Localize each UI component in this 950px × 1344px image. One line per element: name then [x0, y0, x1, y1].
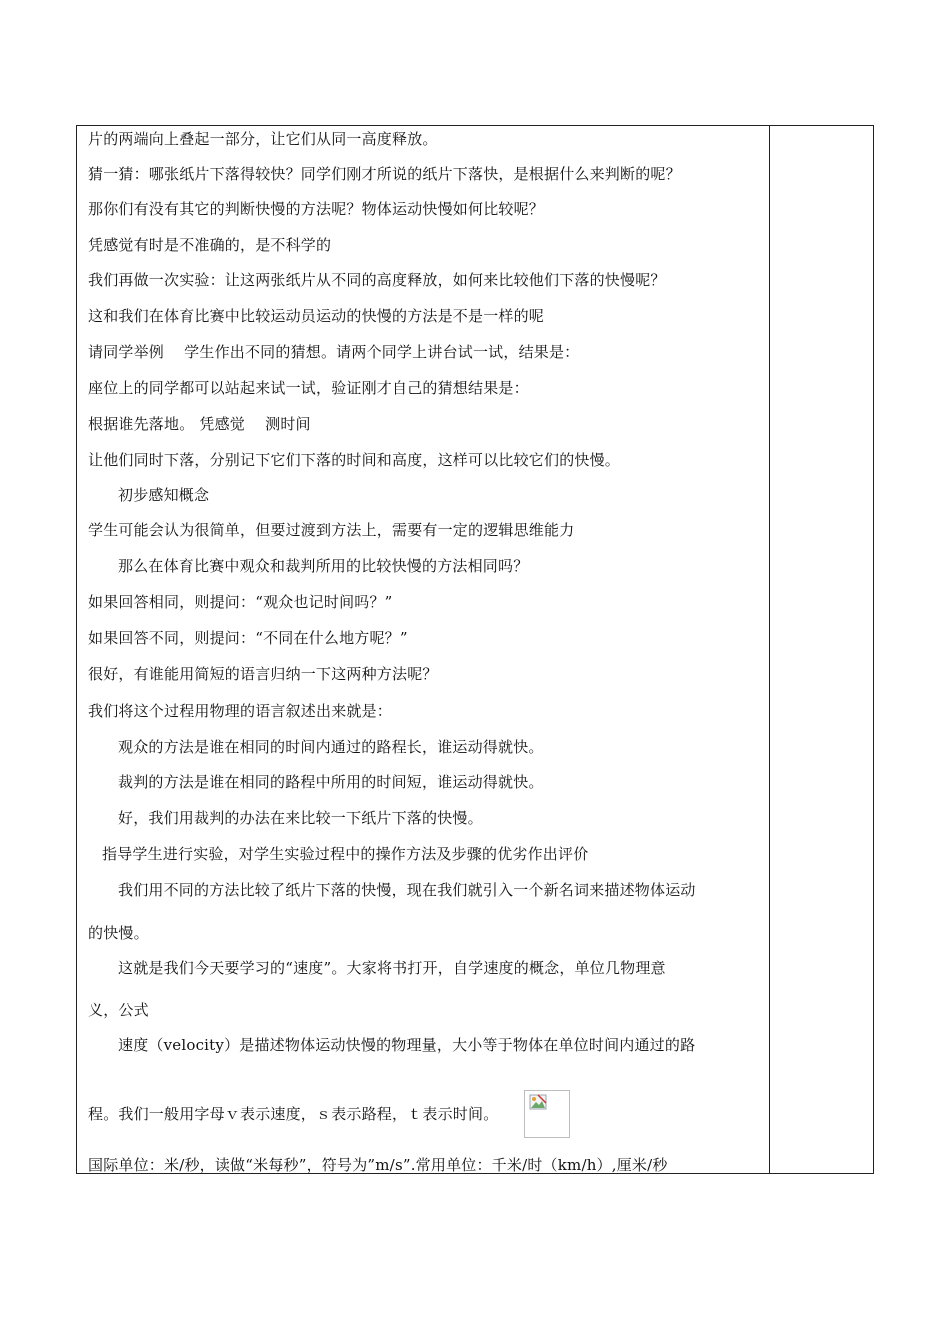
text-line: 很好，有谁能用简短的语言归纳一下这两种方法呢？	[88, 665, 438, 683]
text-line: 义，公式	[88, 1001, 149, 1019]
text-line: 片的两端向上叠起一部分，让它们从同一高度释放。	[88, 130, 438, 148]
text-line: 如果回答相同，则提问：“观众也记时间吗？”	[88, 593, 393, 611]
text-line: 让他们同时下落，分别记下它们下落的时间和高度，这样可以比较它们的快慢。	[88, 451, 621, 469]
text-line: 指导学生进行实验，对学生实验过程中的操作方法及步骤的优劣作出评价	[102, 845, 589, 863]
text-line: 观众的方法是谁在相同的时间内通过的路程长，谁运动得就快。	[118, 738, 544, 756]
text-line: 学生可能会认为很简单，但要过渡到方法上，需要有一定的逻辑思维能力	[88, 521, 575, 539]
broken-image-icon	[529, 1094, 547, 1110]
text-line: 裁判的方法是谁在相同的路程中所用的时间短，谁运动得就快。	[118, 773, 544, 791]
formula-image-placeholder	[524, 1090, 570, 1138]
text-line: 凭感觉有时是不准确的，是不科学的	[88, 236, 332, 254]
text-line: 如果回答不同，则提问：“不同在什么地方呢？”	[88, 629, 408, 647]
text-line: 那你们有没有其它的判断快慢的方法呢？物体运动快慢如何比较呢？	[88, 200, 545, 218]
text-line: 那么在体育比赛中观众和裁判所用的比较快慢的方法相同吗？	[118, 557, 529, 575]
text-line: 国际单位：米/秒，读做“米每秒”，符号为”m/s”.常用单位：千米/时（km/h）,厘米/秒	[88, 1156, 668, 1174]
text-line: 速度（velocity）是描述物体运动快慢的物理量，大小等于物体在单位时间内通过的路	[118, 1036, 696, 1054]
text-line: 的快慢。	[88, 924, 149, 942]
text-line: 座位上的同学都可以站起来试一试，验证刚才自己的猜想结果是：	[88, 379, 529, 397]
text-line: 初步感知概念	[118, 486, 210, 504]
text-line: 我们用不同的方法比较了纸片下落的快慢，现在我们就引入一个新名词来描述物体运动	[118, 881, 696, 899]
text-line: 我们再做一次实验：让这两张纸片从不同的高度释放，如何来比较他们下落的快慢呢？	[88, 271, 666, 289]
text-line: 这和我们在体育比赛中比较运动员运动的快慢的方法是不是一样的呢	[88, 307, 545, 325]
text-line: 猜一猜：哪张纸片下落得较快？同学们刚才所说的纸片下落快，是根据什么来判断的呢？	[88, 165, 681, 183]
text-line: 根据谁先落地。 凭感觉 测时间	[88, 415, 311, 433]
text-line: 请同学举例 学生作出不同的猜想。请两个同学上讲台试一试，结果是：	[88, 343, 580, 361]
text-line: 我们将这个过程用物理的语言叙述出来就是：	[88, 702, 393, 720]
table-column-divider	[769, 125, 770, 1174]
text-line: 好，我们用裁判的办法在来比较一下纸片下落的快慢。	[118, 809, 483, 827]
text-line: 程。我们一般用字母ｖ表示速度，ｓ表示路程，ｔ表示时间。	[88, 1105, 499, 1123]
text-line: 这就是我们今天要学习的“速度”。大家将书打开，自学速度的概念，单位几物理意	[118, 959, 666, 977]
